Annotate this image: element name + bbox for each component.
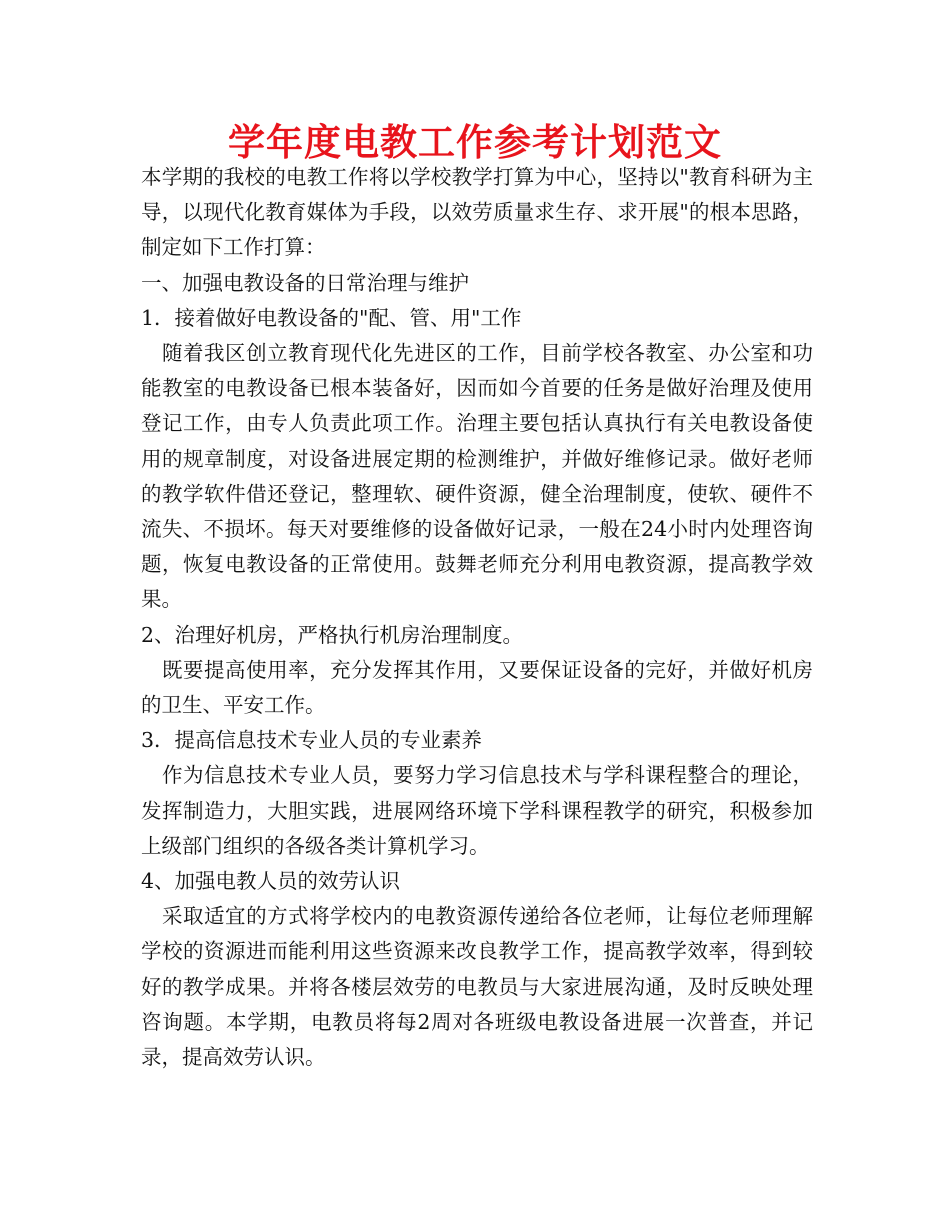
subsection-heading-3: 3．提高信息技术专业人员的专业素养: [141, 728, 483, 753]
paragraph-service-awareness: 采取适宜的方式将学校内的电教资源传递给各位老师，让每位老师理解学校的资源进而能利用这些资源来改良教学工作，提高教学效率，得到较好的教学成果。并将各楼层效劳的电教员与大家进展沟通，及时反映处理咨询题。本学期，电教员将每2周对各班级电教设备进展一次普查，并记录，提高效劳认识。: [141, 904, 813, 1070]
subsection-heading-2: 2、治理好机房，严格执行机房治理制度。: [141, 622, 524, 647]
document-body: [141, 160, 813, 1075]
paragraph-computer-room: 既要提高使用率，充分发挥其作用，又要保证设备的完好，并做好机房的卫生、平安工作。: [141, 657, 813, 718]
document-title: 学年度电教工作参考计划范文: [228, 121, 722, 164]
subsection-heading-1: 1．接着做好电教设备的"配、管、用"工作: [141, 305, 522, 330]
section-heading-1: 一、加强电教设备的日常治理与维护: [141, 270, 469, 295]
paragraph-intro: 本学期的我校的电教工作将以学校教学打算为中心，坚持以"教育科研为主导，以现代化教育媒体为手段，以效劳质量求生存、求开展"的根本思路，制定如下工作打算：: [141, 165, 813, 260]
paragraph-professional-quality: 作为信息技术专业人员，要努力学习信息技术与学科课程整合的理论，发挥制造力，大胆实践，进展网络环境下学科课程教学的研究，积极参加上级部门组织的各级各类计算机学习。: [141, 763, 813, 858]
subsection-heading-4: 4、加强电教人员的效劳认识: [141, 869, 401, 894]
paragraph-equipment-management: 随着我区创立教育现代化先进区的工作，目前学校各教室、办公室和功能教室的电教设备已根本装备好，因而如今首要的任务是做好治理及使用登记工作，由专人负责此项工作。治理主要包括认真执行有关电教设备使用的规章制度，对设备进展定期的检测维护，并做好维修记录。做好老师的教学软件借还登记，整理软、硬件资源，健全治理制度，使软、硬件不流失、不损坏。每天对要维修的设备做好记录，一般在24小时内处理咨询题，恢复电教设备的正常使用。鼓舞老师充分利用电教资源，提高教学效果。: [141, 341, 813, 612]
